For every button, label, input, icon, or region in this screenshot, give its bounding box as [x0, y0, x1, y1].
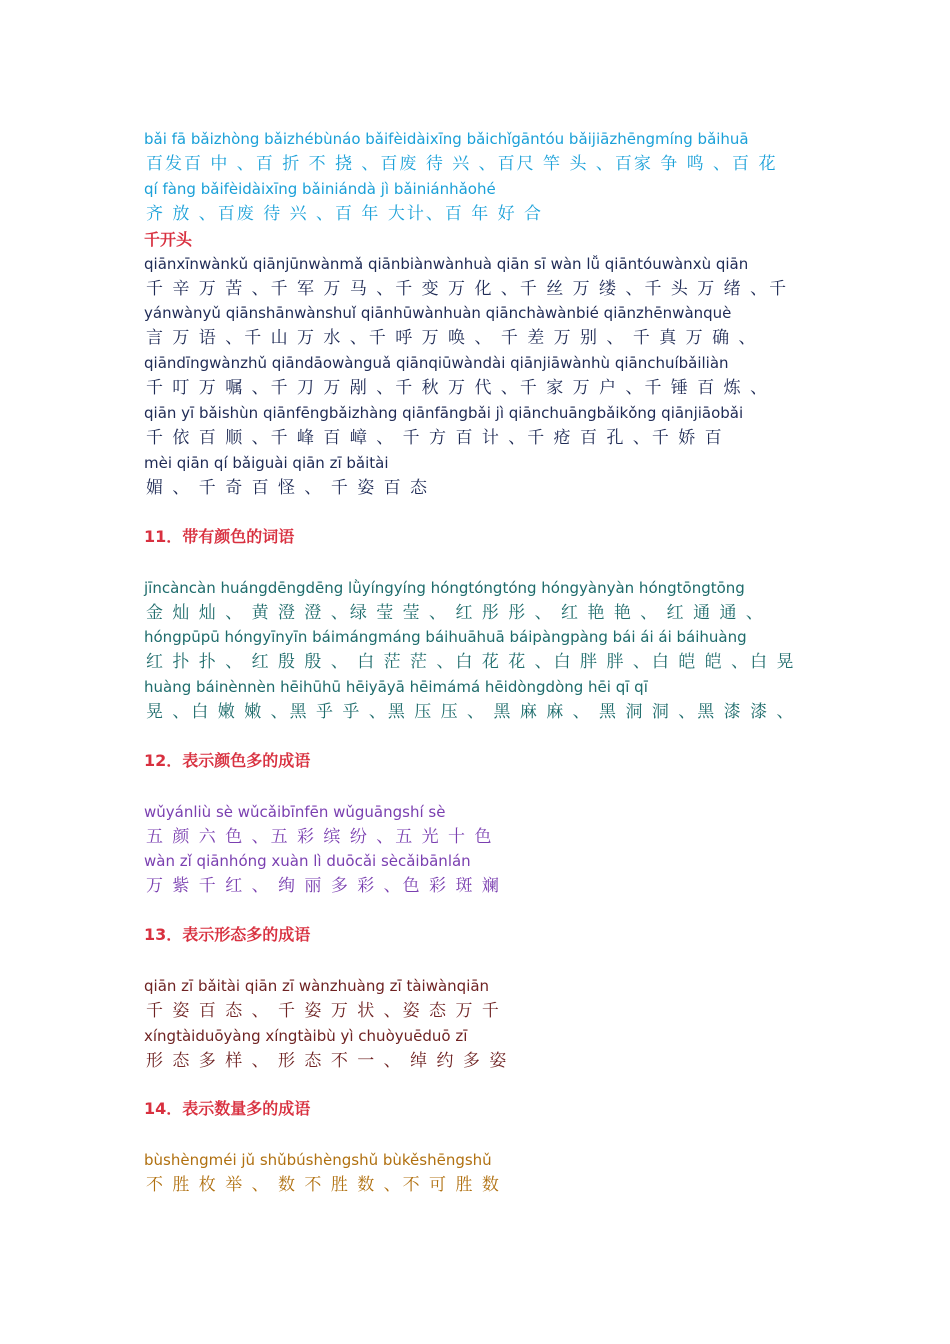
hanzi-line: 言 万 语 、千 山 万 水 、千 呼 万 唤 、 千 差 万 别 、 千 真 万 确 、: [146, 328, 758, 348]
hanzi-line: 晃 、白 嫩 嫩 、黑 乎 乎 、黑 压 压 、 黑 麻 麻 、 黑 洞 洞 、黑 漆 漆 、: [146, 702, 796, 722]
hanzi-line: 金 灿 灿 、 黄 澄 澄 、绿 莹 莹 、 红 彤 彤 、 红 艳 艳 、 红 通 通 、: [146, 603, 765, 623]
pinyin-line: qiāndīngwànzhǔ qiāndāowànguǎ qiānqiūwàndài qiānjiāwànhù qiānchuíbǎiliàn: [144, 354, 729, 372]
pinyin-line: qiān yī bǎishùn qiānfēngbǎizhàng qiānfāngbǎi jì qiānchuāngbǎikǒng qiānjiāobǎi: [144, 404, 744, 422]
hanzi-line: 千 辛 万 苦 、千 军 万 马 、千 变 万 化 、千 丝 万 缕 、千 头 万 绪 、千: [146, 279, 789, 299]
pinyin-line: mèi qiān qí bǎiguài qiān zī bǎitài: [144, 454, 389, 472]
hanzi-line: 五 颜 六 色 、五 彩 缤 纷 、五 光 十 色: [146, 827, 494, 847]
pinyin-line: bùshèngméi jǔ shǔbúshèngshǔ bùkěshēngshǔ: [144, 1151, 492, 1169]
hanzi-line: 形 态 多 样 、 形 态 不 一 、 绰 约 多 姿: [146, 1051, 509, 1071]
pinyin-line: wǔyánliù sè wǔcǎibīnfēn wǔguāngshí sè: [144, 803, 446, 821]
hanzi-line: 千 叮 万 嘱 、千 刀 万 剐 、千 秋 万 代 、千 家 万 户 、千 锤 百 炼 、: [146, 378, 770, 398]
pinyin-line: hóngpūpū hóngyīnyīn báimángmáng báihuāhuā báipàngpàng bái ái ái báihuàng: [144, 628, 747, 646]
hanzi-line: 媚 、 千 奇 百 怪 、 千 姿 百 态: [146, 478, 430, 498]
hanzi-line: 百发百 中 、百 折 不 挠 、百废 待 兴 、百尺 竿 头 、百家 争 鸣 、百 花: [146, 154, 778, 174]
pinyin-line: qiānxīnwànkǔ qiānjūnwànmǎ qiānbiànwànhuà qiān sī wàn lǚ qiāntóuwànxù qiān: [144, 255, 749, 273]
hanzi-line: 万 紫 千 红 、 绚 丽 多 彩 、色 彩 斑 斓: [146, 876, 501, 896]
hanzi-line: 千 姿 百 态 、 千 姿 万 状 、姿 态 万 千: [146, 1001, 501, 1021]
pinyin-line: wàn zǐ qiānhóng xuàn lì duōcǎi sècǎibānlán: [144, 852, 471, 870]
section-heading: 11．带有颜色的词语: [144, 527, 295, 546]
pinyin-line: yánwànyǔ qiānshānwànshuǐ qiānhūwànhuàn qiānchàwànbié qiānzhēnwànquè: [144, 304, 732, 322]
section-heading: 千开头: [144, 230, 193, 249]
pinyin-line: qiān zī bǎitài qiān zī wànzhuàng zī tàiwànqiān: [144, 977, 490, 995]
hanzi-line: 红 扑 扑 、 红 殷 殷 、 白 茫 茫 、白 花 花 、白 胖 胖 、白 皑 皑 、白 晃: [146, 652, 796, 672]
hanzi-line: 不 胜 枚 举 、 数 不 胜 数 、不 可 胜 数: [146, 1175, 501, 1195]
pinyin-line: bǎi fā bǎizhòng bǎizhébùnáo bǎifèidàixīng bǎichǐgāntóu bǎijiāzhēngmíng bǎihuā: [144, 130, 749, 148]
pinyin-line: xíngtàiduōyàng xíngtàibù yì chuòyuēduō zī: [144, 1027, 468, 1045]
hanzi-line: 千 依 百 顺 、千 峰 百 嶂 、 千 方 百 计 、千 疮 百 孔 、千 娇 百: [146, 428, 724, 448]
section-heading: 14．表示数量多的成语: [144, 1099, 311, 1118]
hanzi-line: 齐 放 、百废 待 兴 、百 年 大计、百 年 好 合: [146, 204, 544, 224]
section-heading: 12．表示颜色多的成语: [144, 751, 311, 770]
pinyin-line: huàng báinènnèn hēihūhū hēiyāyā hēimámá hēidòngdòng hēi qī qī: [144, 678, 648, 696]
pinyin-line: jīncàncàn huángdēngdēng lǜyíngyíng hóngtóngtóng hóngyànyàn hóngtōngtōng: [144, 579, 745, 597]
pinyin-line: qí fàng bǎifèidàixīng bǎiniándà jì bǎiniánhǎohé: [144, 180, 496, 198]
section-heading: 13．表示形态多的成语: [144, 925, 311, 944]
